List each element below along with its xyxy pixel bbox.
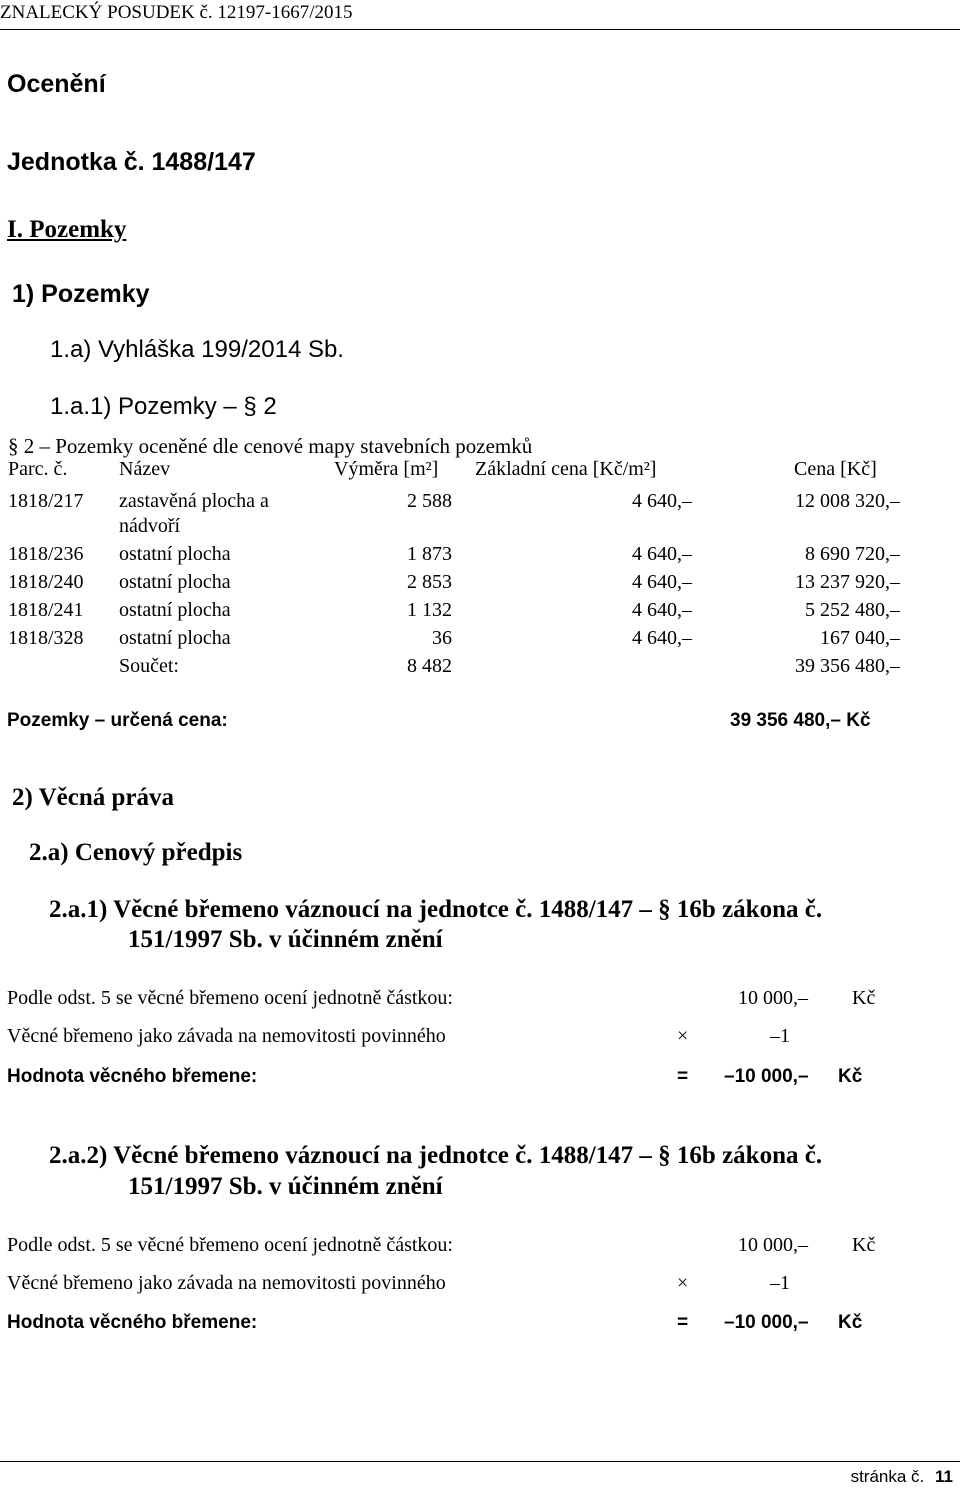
page-number: 11 — [935, 1467, 953, 1486]
footer-rule — [0, 1461, 960, 1462]
easement-value: –10 000,– — [724, 1312, 809, 1333]
easement-value-operator: = — [677, 1066, 689, 1087]
cell-name-cont: nádvoří — [119, 515, 181, 537]
easement-title-cont: 151/1997 Sb. v účinném znění — [128, 926, 443, 953]
easement-burden-label: Věcné břemeno jako závada na nemovitosti povinného — [7, 1025, 446, 1047]
cell-area: 2 588 — [407, 490, 452, 512]
cell-price: 167 040,– — [820, 627, 900, 649]
sum-price: 39 356 480,– — [795, 655, 900, 677]
easement-burden-operator: × — [677, 1272, 689, 1294]
cell-base-price: 4 640,– — [632, 490, 692, 512]
easement-amount-value: 10 000,– — [738, 987, 808, 1009]
cell-area: 36 — [432, 627, 452, 649]
easement-value-operator: = — [677, 1312, 689, 1333]
easement-amount-value: 10 000,– — [738, 1234, 808, 1256]
sum-label: Součet: — [119, 655, 179, 677]
cell-area: 1 873 — [407, 543, 452, 565]
section-2a-heading: 2.a) Cenový předpis — [29, 839, 243, 866]
cell-price: 8 690 720,– — [805, 543, 900, 565]
easement-title: 2.a.2) Věcné břemeno váznoucí na jednotce č. 1488/147 – § 16b zákona č. — [49, 1142, 823, 1169]
cell-name: ostatní plocha — [119, 543, 231, 565]
easement-burden-factor: –1 — [770, 1272, 790, 1294]
cell-parc: 1818/241 — [8, 599, 84, 621]
unit-title: Jednotka č. 1488/147 — [7, 148, 256, 176]
col-header-base-price: Základní cena [Kč/m²] — [475, 458, 657, 480]
cell-name: ostatní plocha — [119, 627, 231, 649]
easement-amount-unit: Kč — [852, 1234, 876, 1256]
table-caption: § 2 – Pozemky oceněné dle cenové mapy stavebních pozemků — [8, 434, 533, 458]
cell-name: ostatní plocha — [119, 599, 231, 621]
easement-amount-unit: Kč — [852, 987, 876, 1009]
document-header: ZNALECKÝ POSUDEK č. 12197-1667/2015 — [0, 2, 353, 23]
cell-base-price: 4 640,– — [632, 599, 692, 621]
page-footer — [851, 1467, 953, 1487]
easement-value-unit: Kč — [838, 1066, 863, 1087]
section-2-heading: 2) Věcná práva — [12, 784, 175, 811]
col-header-price: Cena [Kč] — [794, 458, 877, 480]
cell-price: 12 008 320,– — [795, 490, 900, 512]
determined-price-label: Pozemky – určená cena: — [7, 710, 228, 731]
col-header-area: Výměra [m²] — [334, 458, 439, 480]
cell-area: 2 853 — [407, 571, 452, 593]
cell-price: 5 252 480,– — [805, 599, 900, 621]
determined-price-value: 39 356 480,– Kč — [730, 710, 871, 731]
easement-value: –10 000,– — [724, 1066, 809, 1087]
easement-amount-label: Podle odst. 5 se věcné břemeno ocení jednotně částkou: — [7, 1234, 453, 1256]
easement-value-unit: Kč — [838, 1312, 863, 1333]
cell-name: ostatní plocha — [119, 571, 231, 593]
easement-title-cont: 151/1997 Sb. v účinném znění — [128, 1173, 443, 1200]
easement-burden-operator: × — [677, 1025, 689, 1047]
cell-price: 13 237 920,– — [795, 571, 900, 593]
col-header-name: Název — [119, 458, 171, 480]
sum-area: 8 482 — [407, 655, 452, 677]
easement-value-label: Hodnota věcného břemene: — [7, 1066, 258, 1087]
cell-base-price: 4 640,– — [632, 571, 692, 593]
cell-base-price: 4 640,– — [632, 543, 692, 565]
page-label: stránka č. — [850, 1467, 925, 1486]
cell-parc: 1818/240 — [8, 571, 84, 593]
section-1a1-heading: 1.a.1) Pozemky – § 2 — [50, 393, 277, 420]
page-title: Ocenění — [7, 70, 106, 98]
easement-value-label: Hodnota věcného břemene: — [7, 1312, 258, 1333]
section-1-heading: 1) Pozemky — [12, 280, 150, 308]
easement-amount-label: Podle odst. 5 se věcné břemeno ocení jednotně částkou: — [7, 987, 453, 1009]
cell-name: zastavěná plocha a — [119, 490, 269, 512]
cell-parc: 1818/217 — [8, 490, 84, 512]
cell-parc: 1818/328 — [8, 627, 84, 649]
easement-burden-factor: –1 — [770, 1025, 790, 1047]
easement-title: 2.a.1) Věcné břemeno váznoucí na jednotce č. 1488/147 – § 16b zákona č. — [49, 896, 823, 923]
easement-burden-label: Věcné břemeno jako závada na nemovitosti povinného — [7, 1272, 446, 1294]
cell-base-price: 4 640,– — [632, 627, 692, 649]
cell-area: 1 132 — [407, 599, 452, 621]
header-rule — [0, 29, 960, 30]
cell-parc: 1818/236 — [8, 543, 84, 565]
section-I-heading: I. Pozemky — [7, 216, 127, 243]
section-1a-heading: 1.a) Vyhláška 199/2014 Sb. — [50, 336, 344, 363]
col-header-parc: Parc. č. — [8, 458, 68, 480]
